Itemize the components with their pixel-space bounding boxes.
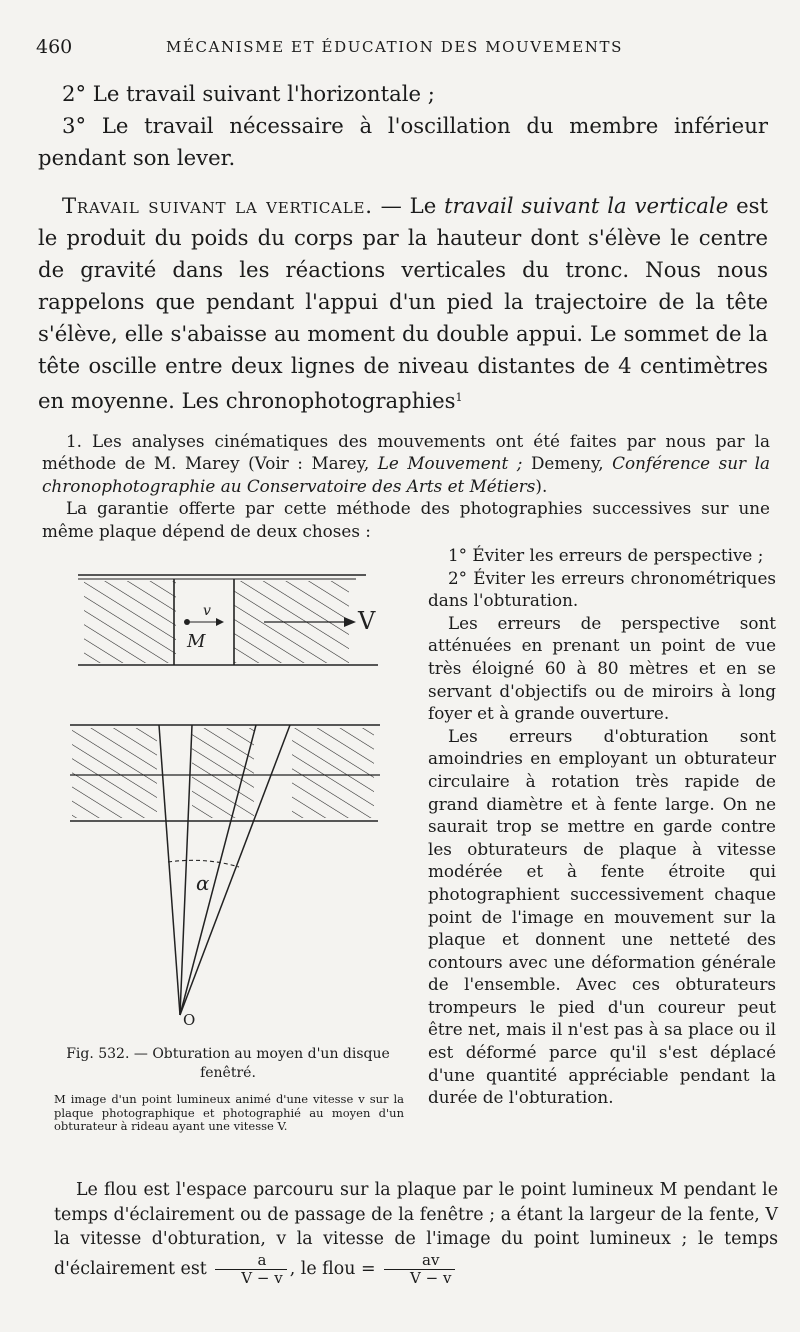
footnote-work-2: Conférence sur la chronophotographie au Conservatoire des Arts et Métiers	[42, 453, 770, 496]
page-number: 460	[36, 36, 73, 58]
page-header	[36, 36, 772, 60]
right-para-1: 1° Éviter les erreurs de perspective ;	[448, 545, 764, 565]
fraction-time-numerator: a	[215, 1252, 286, 1270]
fraction-time-denominator: V − v	[241, 1268, 283, 1287]
bottom-paragraph	[54, 1178, 778, 1287]
list-item-2: 2° Le travail suivant l'horizontale ;	[62, 81, 435, 106]
label-M: M	[187, 631, 206, 652]
fraction-blur-denominator: V − v	[410, 1268, 452, 1287]
label-V: V	[358, 607, 376, 635]
footnote-text-a: 1. Les analyses cinématiques des mouvements ont été faites par nous par la méthode de M. Marey (Voir : Marey,	[42, 431, 770, 474]
right-para-4: Les erreurs d'obturation sont amoindries en employant un obturateur circulaire à rotation très rapide de grand diamètre et à fente large. On ne saurait trop se mettre en garde contre les obturateurs de plaque à vitesse modérée et à fente étroite qui photographient successivement chaque point de l'image en mouvement sur la plaque et donnent une netteté des contours avec une déformation générale de l'ensemble. Avec ces obturateurs trompeurs le pied d'un coureur peut être net, mais il n'est pas à sa place ou il est déformé parce qu'il s'est déplacé d'une quantité appréciable pendant la durée de l'obturation.	[428, 725, 776, 1108]
list-items	[38, 78, 768, 174]
shutter-figure	[56, 565, 396, 1040]
fraction-blur-numerator: av	[384, 1252, 455, 1270]
section-title: Travail suivant la verticale.	[62, 193, 373, 218]
section-term: travail suivant la verticale	[444, 193, 729, 218]
fraction-blur	[384, 1252, 455, 1287]
footnote-paragraph-2: La garantie offerte par cette méthode des photographies successives sur une même plaque dépend de deux choses :	[42, 498, 770, 541]
label-O: O	[183, 1011, 196, 1029]
list-item-3: 3° Le travail nécessaire à l'oscillation du membre inférieur pendant son lever.	[38, 113, 768, 170]
figure-caption: Fig. 532. — Obturation au moyen d'un disque fenêtré.	[66, 1046, 390, 1081]
section-text: est le produit du poids du corps par la hauteur dont s'élève le centre de gravité dans les réactions verticales du tronc. Nous nous rappelons que pendant l'appui d'un pied la trajectoire de la tête s'élève, elle s'abaisse au moment du double appui. Le sommet de la tête oscille entre deux lignes de niveau distantes de 4 centimètres en moyenne. Les chronophotographies	[38, 193, 769, 413]
right-para-2: 2° Éviter les erreurs chronométriques dans l'obturation.	[428, 567, 776, 611]
footnote-text-c: Demeny,	[522, 453, 613, 474]
footnote-ref: 1	[455, 391, 463, 404]
top-diagram	[78, 575, 378, 665]
right-column	[428, 544, 776, 1109]
bottom-diagram	[70, 725, 380, 1029]
footnote	[42, 430, 770, 542]
right-para-3: Les erreurs de perspective sont atténuées en prenant un point de vue très éloigné 60 à 80 mètres et en se servant d'objectifs ou de miroirs à long foyer et à grande ouverture.	[428, 612, 776, 724]
label-alpha: α	[196, 871, 210, 895]
bottom-middle: , le flou =	[289, 1258, 376, 1279]
section-dash: — Le	[372, 193, 445, 218]
footnote-text-e: ).	[535, 475, 548, 496]
figure-legend: M image d'un point lumineux animé d'une vitesse v sur la plaque photographique et photographié au moyen d'un obturateur à rideau ayant une vitesse V.	[54, 1092, 404, 1133]
fraction-time	[215, 1252, 286, 1287]
label-v-small: v	[203, 603, 211, 619]
running-title: MÉCANISME ET ÉDUCATION DES MOUVEMENTS	[166, 38, 623, 56]
section-paragraph	[38, 190, 768, 417]
footnote-work-1: Le Mouvement ;	[377, 453, 523, 474]
bottom-text: Le flou est l'espace parcouru sur la plaque par le point lumineux M pendant le temps d'éclairement ou de passage de la fenêtre ; a étant la largeur de la fente, V la vitesse d'obturation, v la vitesse de l'image du point lumineux ; le temps d'éclairement est	[54, 1180, 778, 1279]
